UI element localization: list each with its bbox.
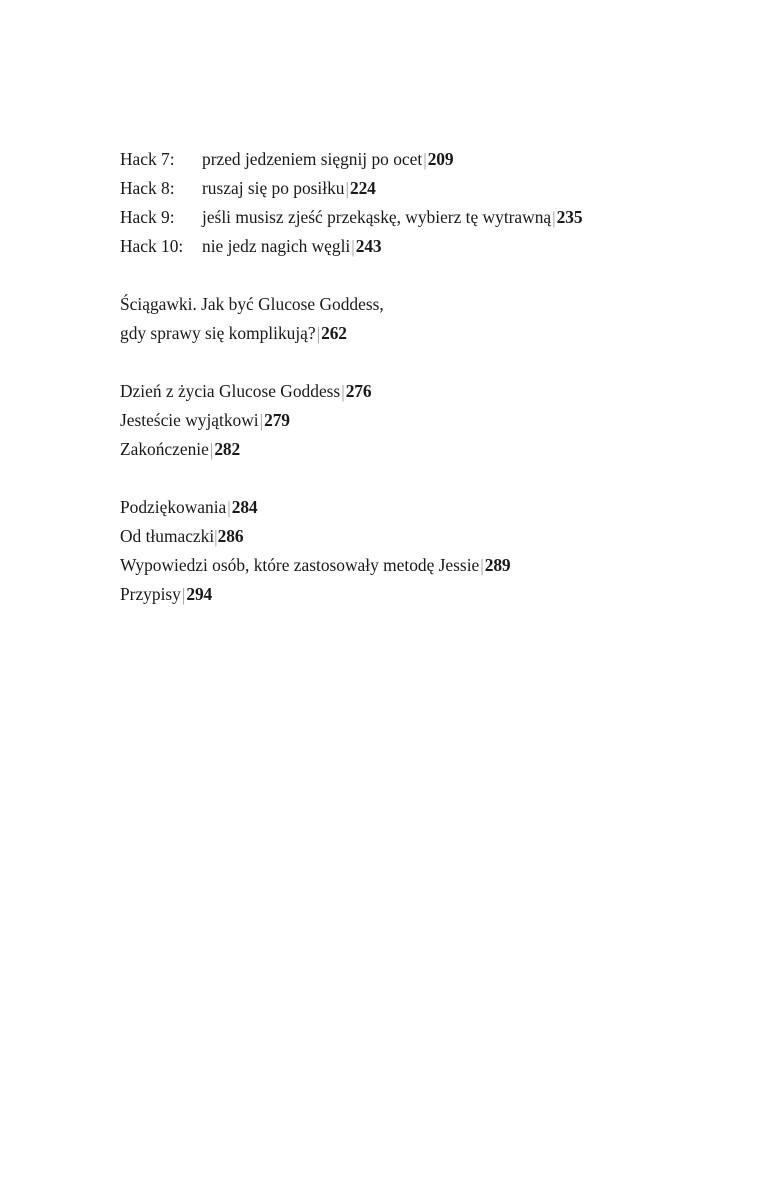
toc-entry-body [202, 203, 622, 232]
toc-entry[interactable] [120, 174, 680, 203]
toc-entry-label: Hack 7: [120, 149, 175, 169]
toc-page-number: 286 [217, 526, 244, 546]
toc-page-number: 289 [484, 555, 511, 575]
toc-separator: | [552, 207, 556, 228]
toc-separator: | [259, 410, 264, 431]
toc-entry[interactable] [120, 435, 680, 464]
toc-block-back-matter-1 [120, 377, 680, 464]
toc-entry-title: Wypowiedzi osób, które zastosowały metodę Jessie [120, 555, 480, 575]
toc-entry-body [202, 145, 622, 174]
toc-entry-title: Przypisy [120, 584, 181, 604]
toc-page-number: 235 [556, 207, 583, 227]
toc-entry-title: Dzień z życia Glucose Goddess [120, 381, 341, 401]
toc-entry[interactable] [120, 551, 680, 580]
toc-entry[interactable] [120, 377, 680, 406]
toc-separator: | [214, 526, 218, 547]
toc-entry-continuation[interactable] [120, 319, 680, 348]
toc-entry-title: ruszaj się po posiłku [202, 178, 345, 198]
toc-entry-title: Zakończenie [120, 439, 209, 459]
toc-page-number: 279 [264, 410, 290, 430]
toc-entry-title-line-1: Ściągawki. Jak być Glucose Goddess, [120, 294, 384, 314]
toc-entry[interactable] [120, 522, 680, 551]
toc-page-number: 243 [355, 236, 382, 256]
toc-entry-title: przed jedzeniem sięgnij po ocet [202, 149, 423, 169]
toc-separator: | [351, 236, 355, 257]
toc-block-sciagawki [120, 290, 680, 348]
toc-page-number: 284 [231, 497, 258, 517]
toc-page-number: 262 [321, 323, 347, 343]
toc-page-number: 209 [427, 149, 454, 169]
toc-separator: | [181, 584, 186, 605]
toc-entry-body [202, 174, 622, 203]
toc-entry-label: Hack 10: [120, 236, 184, 256]
toc-entry[interactable] [120, 203, 680, 232]
toc-entry[interactable] [120, 493, 680, 522]
toc-page-number: 224 [349, 178, 376, 198]
toc-page-number: 294 [186, 584, 213, 604]
toc-entry-label: Hack 9: [120, 207, 175, 227]
toc-separator: | [341, 381, 345, 402]
toc-entry-title: Od tłumaczki [120, 526, 215, 546]
toc-entry[interactable] [120, 232, 680, 261]
toc-page-number: 276 [345, 381, 372, 401]
toc-entry-title: Podziękowania [120, 497, 227, 517]
toc-separator: | [227, 497, 231, 518]
toc-page-number: 282 [214, 439, 241, 459]
toc-entry-title: jeśli musisz zjeść przekąskę, wybierz tę wytrawną [202, 207, 552, 227]
toc-entry[interactable] [120, 145, 680, 174]
toc-entry[interactable] [120, 580, 680, 609]
toc-entry-label: Hack 8: [120, 178, 175, 198]
toc-block-hacks [120, 145, 680, 261]
toc-separator: | [316, 323, 321, 344]
toc-entry[interactable] [120, 290, 680, 319]
toc-separator: | [480, 555, 484, 576]
toc-block-back-matter-2 [120, 493, 680, 609]
toc-entry-body [202, 232, 622, 261]
table-of-contents [120, 145, 680, 609]
toc-entry[interactable] [120, 406, 680, 435]
toc-entry-title-line-2: gdy sprawy się komplikują? [120, 323, 316, 343]
toc-entry-title: Jesteście wyjątkowi [120, 410, 259, 430]
toc-entry-title: nie jedz nagich węgli [202, 236, 351, 256]
toc-separator: | [423, 149, 427, 170]
toc-separator: | [209, 439, 214, 460]
toc-separator: | [345, 178, 349, 199]
